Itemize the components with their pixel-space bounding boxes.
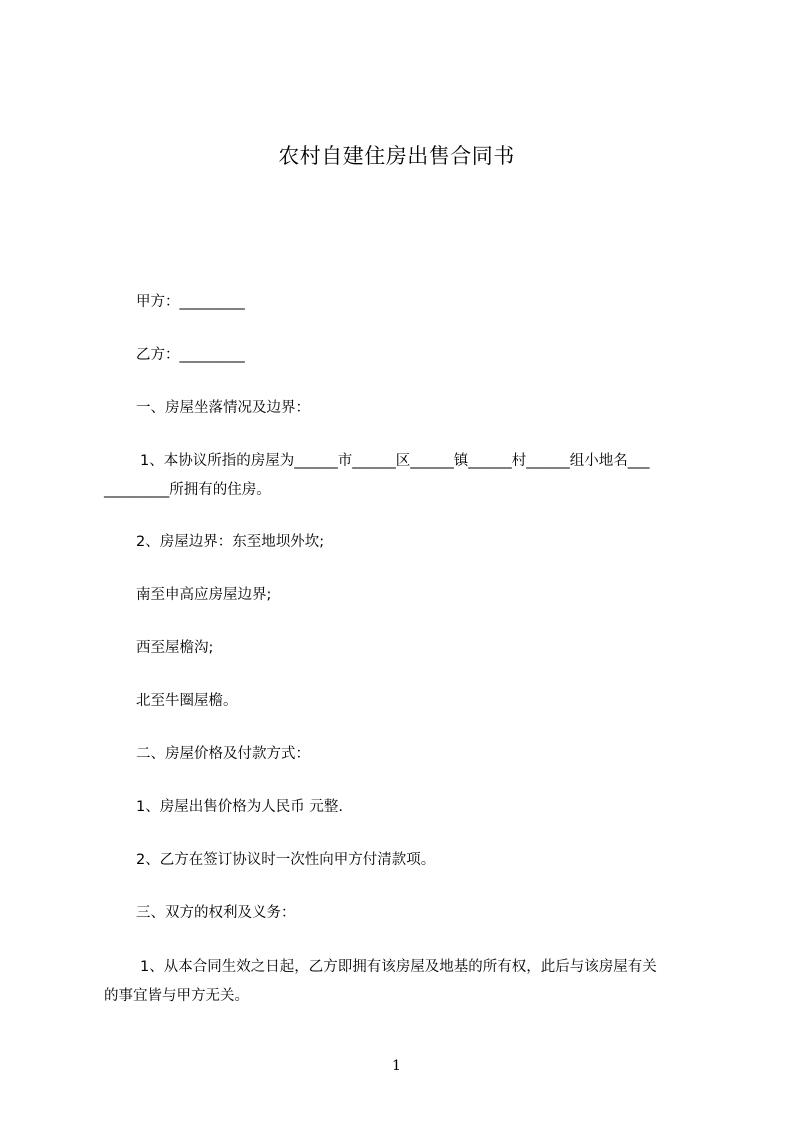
section-1-item-1-line-2: _________所拥有的住房。 <box>104 482 271 498</box>
page-number: 1 <box>392 1058 401 1074</box>
section-1-item-2: 2、房屋边界：东至地坝外坎; <box>136 534 325 550</box>
boundary-south: 南至申高应房屋边界; <box>136 587 272 603</box>
party-a-line: 甲方：_________ <box>136 294 245 310</box>
party-b-line: 乙方：_________ <box>136 347 245 363</box>
section-3-item-1-line-1: 1、从本合同生效之日起，乙方即拥有该房屋及地基的所有权，此后与该房屋有关 <box>140 959 657 975</box>
section-2-item-2: 2、乙方在签订协议时一次性向甲方付清款项。 <box>136 852 436 868</box>
document-title: 农村自建住房出售合同书 <box>278 144 515 168</box>
section-1-heading: 一、房屋坐落情况及边界： <box>136 400 310 416</box>
section-3-heading: 三、双方的权利及义务： <box>136 905 296 921</box>
section-3-item-1-line-2: 的事宜皆与甲方无关。 <box>104 988 249 1004</box>
boundary-north: 北至牛圈屋檐。 <box>136 693 238 709</box>
section-2-item-1: 1、房屋出售价格为人民币 元整. <box>136 799 343 815</box>
section-2-heading: 二、房屋价格及付款方式： <box>136 746 310 762</box>
boundary-west: 西至屋檐沟; <box>136 640 214 656</box>
section-1-item-1-line-1: 1、本协议所指的房屋为______市______区______镇______村______组小地名___ <box>140 453 650 469</box>
